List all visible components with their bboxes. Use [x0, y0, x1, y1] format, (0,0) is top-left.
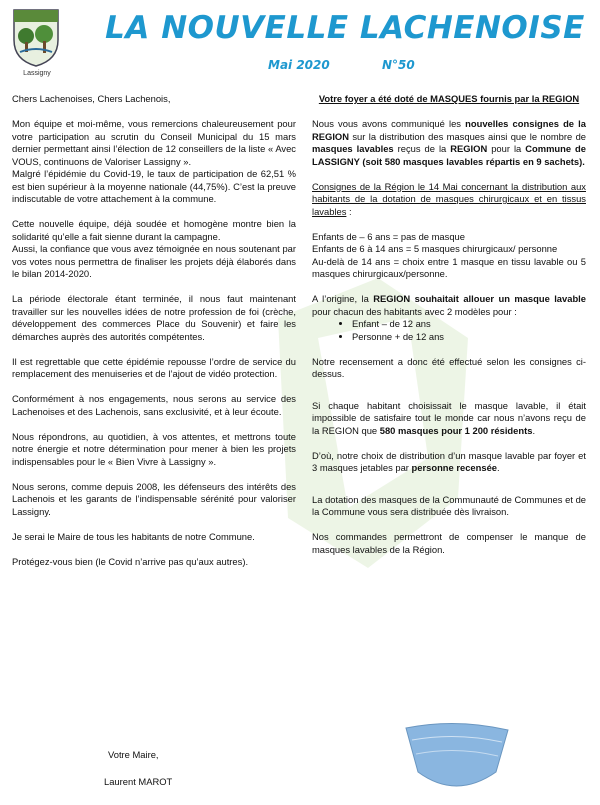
letter-paragraph: Nous répondrons, au quotidien, à vos attentes, et mettrons toute notre énergie et notre détermination pour mener à bien les projets indispensables pour le « Bien Vivre à Lassigny ».: [12, 430, 296, 467]
article-paragraph: Notre recensement a donc été effectué selon les consignes ci-dessus.: [312, 355, 586, 379]
mayor-letter: [12, 93, 296, 581]
article-paragraph: Nous vous avons communiqué les nouvelles consignes de la REGION sur la distribution des masques ainsi que le nombre de masques lavables reçus de la REGION pour la Commune de LASSIGNY (soit 580 masques lavables répartis en 9 sachets).: [312, 118, 586, 167]
letter-paragraph: Malgré l’épidémie du Covid-19, le taux de participation de 62,51 % est bien supérieur à la moyenne nationale (44,75%). C’est la preuve indiscutable de votre attachement à la commune.: [12, 168, 296, 204]
article-paragraph: D’où, notre choix de distribution d’un masque lavable par foyer et 3 masques jetables par personne recensée.: [312, 449, 586, 473]
letter-paragraph: Il est regrettable que cette épidémie repousse l’ordre de service du remplacement des menuiseries et de l’ajout de vidéo protection.: [12, 355, 296, 379]
masks-article: [312, 118, 586, 569]
issue-number: N°50: [382, 58, 415, 72]
list-item: • Personne + de 12 ans: [352, 331, 586, 344]
issue-date: Mai 2020: [268, 58, 330, 72]
article-paragraph: Nos commandes permettront de compenser le manque de masques lavables de la Région.: [312, 531, 586, 555]
letter-paragraph: Protégez-vous bien (le Covid n’arrive pas qu’aux autres).: [12, 555, 249, 567]
letter-paragraph: Nous serons, comme depuis 2008, les défenseurs des intérêts des Lachenois et les garants de l’indispensable sérénité pour valoriser Lassigny.: [12, 480, 296, 517]
signature-role: Votre Maire,: [108, 749, 159, 760]
signature-name: Laurent MAROT: [104, 776, 173, 787]
greeting: Chers Lachenoises, Chers Lachenois,: [12, 93, 171, 104]
letter-paragraph: Cette nouvelle équipe, déjà soudée et homogène montre bien la solidarité qu’elle a fait sienne durant la campagne.: [12, 218, 296, 242]
newsletter-title: LA NOUVELLE LACHENOISE: [105, 10, 585, 46]
article-paragraph: Si chaque habitant choisissait le masque lavable, il était impossible de satisfaire tout le monde car nous n’avons reçu de la REGION que 580 masques pour 1 200 résidents.: [312, 399, 586, 436]
letter-paragraph: Mon équipe et moi-même, vous remercions chaleureusement pour votre participation au scrutin du Conseil Municipal du 15 mars dernier permettant ainsi l’élection de 12 conseillers de la liste « Avec VOUS, continuons de Valoriser Lassigny ».: [12, 118, 296, 167]
letter-paragraph: La période électorale étant terminée, il nous faut maintenant travailler sur les nouvelles idées de notre profession de foi (crèche, développement des commerces Place du Souvenir) et faire les démarches auprès des autorités compétentes.: [12, 293, 296, 342]
article-paragraph: A l’origine, la REGION souhaitait allouer un masque lavable pour chacun des habitants avec 2 modèles pour :: [312, 293, 586, 317]
face-mask-image: [396, 720, 516, 800]
town-crest-icon: [10, 6, 62, 68]
letter-paragraph: Conformément à nos engagements, nous serons au service des Lachenoises et des Lachenois, sans exclusivité, et à leur écoute.: [12, 393, 296, 417]
model-list: [312, 318, 586, 343]
rule-item: Au-delà de 14 ans = choix entre 1 masque en tissu lavable ou 5 masques chirurgicaux/personne.: [312, 255, 586, 279]
list-item: • Enfant – de 12 ans: [352, 318, 586, 331]
consignes-heading: Consignes de la Région le 14 Mai concernant la distribution aux habitants de la dotation de masques chirurgicaux et en tissus lavables :: [312, 180, 586, 217]
crest-label: Lassigny: [23, 70, 51, 77]
rule-item: Enfants de – 6 ans = pas de masque: [312, 230, 465, 242]
rule-item: Enfants de 6 à 14 ans = 5 masques chirurgicaux/ personne: [312, 243, 558, 254]
letter-paragraph: Je serai le Maire de tous les habitants de notre Commune.: [12, 530, 255, 542]
article-paragraph: La dotation des masques de la Communauté de Communes et de la Commune vous sera distribuée dès livraison.: [312, 493, 586, 517]
masks-section-title: Votre foyer a été doté de MASQUES fournis par la REGION: [318, 93, 580, 104]
letter-paragraph: Aussi, la confiance que vous avez témoignée en nous soutenant par vos votes nous permettra de finaliser les projets déjà élaborés dans le bilan 2014-2020.: [12, 243, 296, 279]
